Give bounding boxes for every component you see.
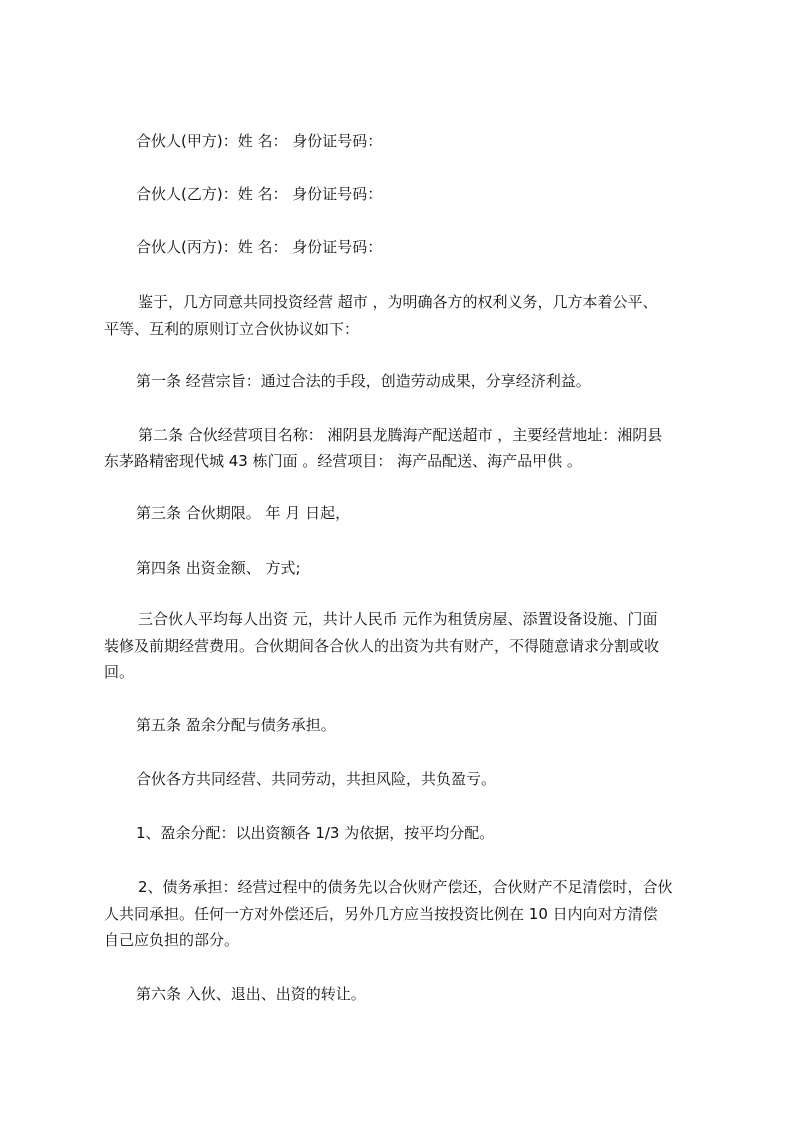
preamble-line-1: 鉴于，几方同意共同投资经营 超市 ，为明确各方的权利义务，几方本着公平、: [138, 293, 658, 311]
article-2-line-1: 第二条 合伙经营项目名称： 湘阴县龙腾海产配送超市 ，主要经营地址：湘阴县: [138, 426, 663, 444]
article-1: 第一条 经营宗旨：通过合法的手段，创造劳动成果，分享经济利益。: [136, 372, 591, 390]
contribution-line-2: 装修及前期经营费用。合伙期间各合伙人的出资为共有财产，不得随意请求分割或收: [104, 637, 660, 655]
contribution-line-3: 回。: [104, 663, 135, 681]
item-2-line-3: 自己应负担的部分。: [104, 931, 240, 949]
article-5-text: 合伙各方共同经营、共同劳动，共担风险，共负盈亏。: [136, 770, 497, 788]
partner-b-line: 合伙人(乙方)：姓 名： 身份证号码：: [136, 185, 383, 203]
preamble-line-2: 平等、互利的原则订立合伙协议如下：: [104, 320, 360, 338]
article-3: 第三条 合伙期限。 年 月 日起，: [136, 504, 351, 522]
partner-c-line: 合伙人(丙方)：姓 名： 身份证号码：: [136, 238, 383, 256]
item-2-line-1: 2、债务承担：经营过程中的债务先以合伙财产偿还，合伙财产不足清偿时，合伙: [138, 878, 673, 896]
article-5: 第五条 盈余分配与债务承担。: [136, 716, 336, 734]
article-4: 第四条 出资金额、 方式;: [136, 559, 301, 577]
article-6: 第六条 入伙、退出、出资的转让。: [136, 985, 366, 1003]
contribution-line-1: 三合伙人平均每人出资 元，共计人民币 元作为租赁房屋、添置设备设施、门面: [138, 610, 658, 628]
partner-a-line: 合伙人(甲方)：姓 名： 身份证号码：: [136, 132, 383, 150]
article-2-line-2: 东茅路精密现代城 43 栋门面 。经营项目： 海产品配送、海产品甲供 。: [104, 452, 582, 470]
item-1: 1、盈余分配：以出资额各 1/3 为依据，按平均分配。: [136, 824, 495, 842]
item-2-line-2: 人共同承担。任何一方对外偿还后，另外几方应当按投资比例在 10 日内向对方清偿: [104, 905, 658, 923]
